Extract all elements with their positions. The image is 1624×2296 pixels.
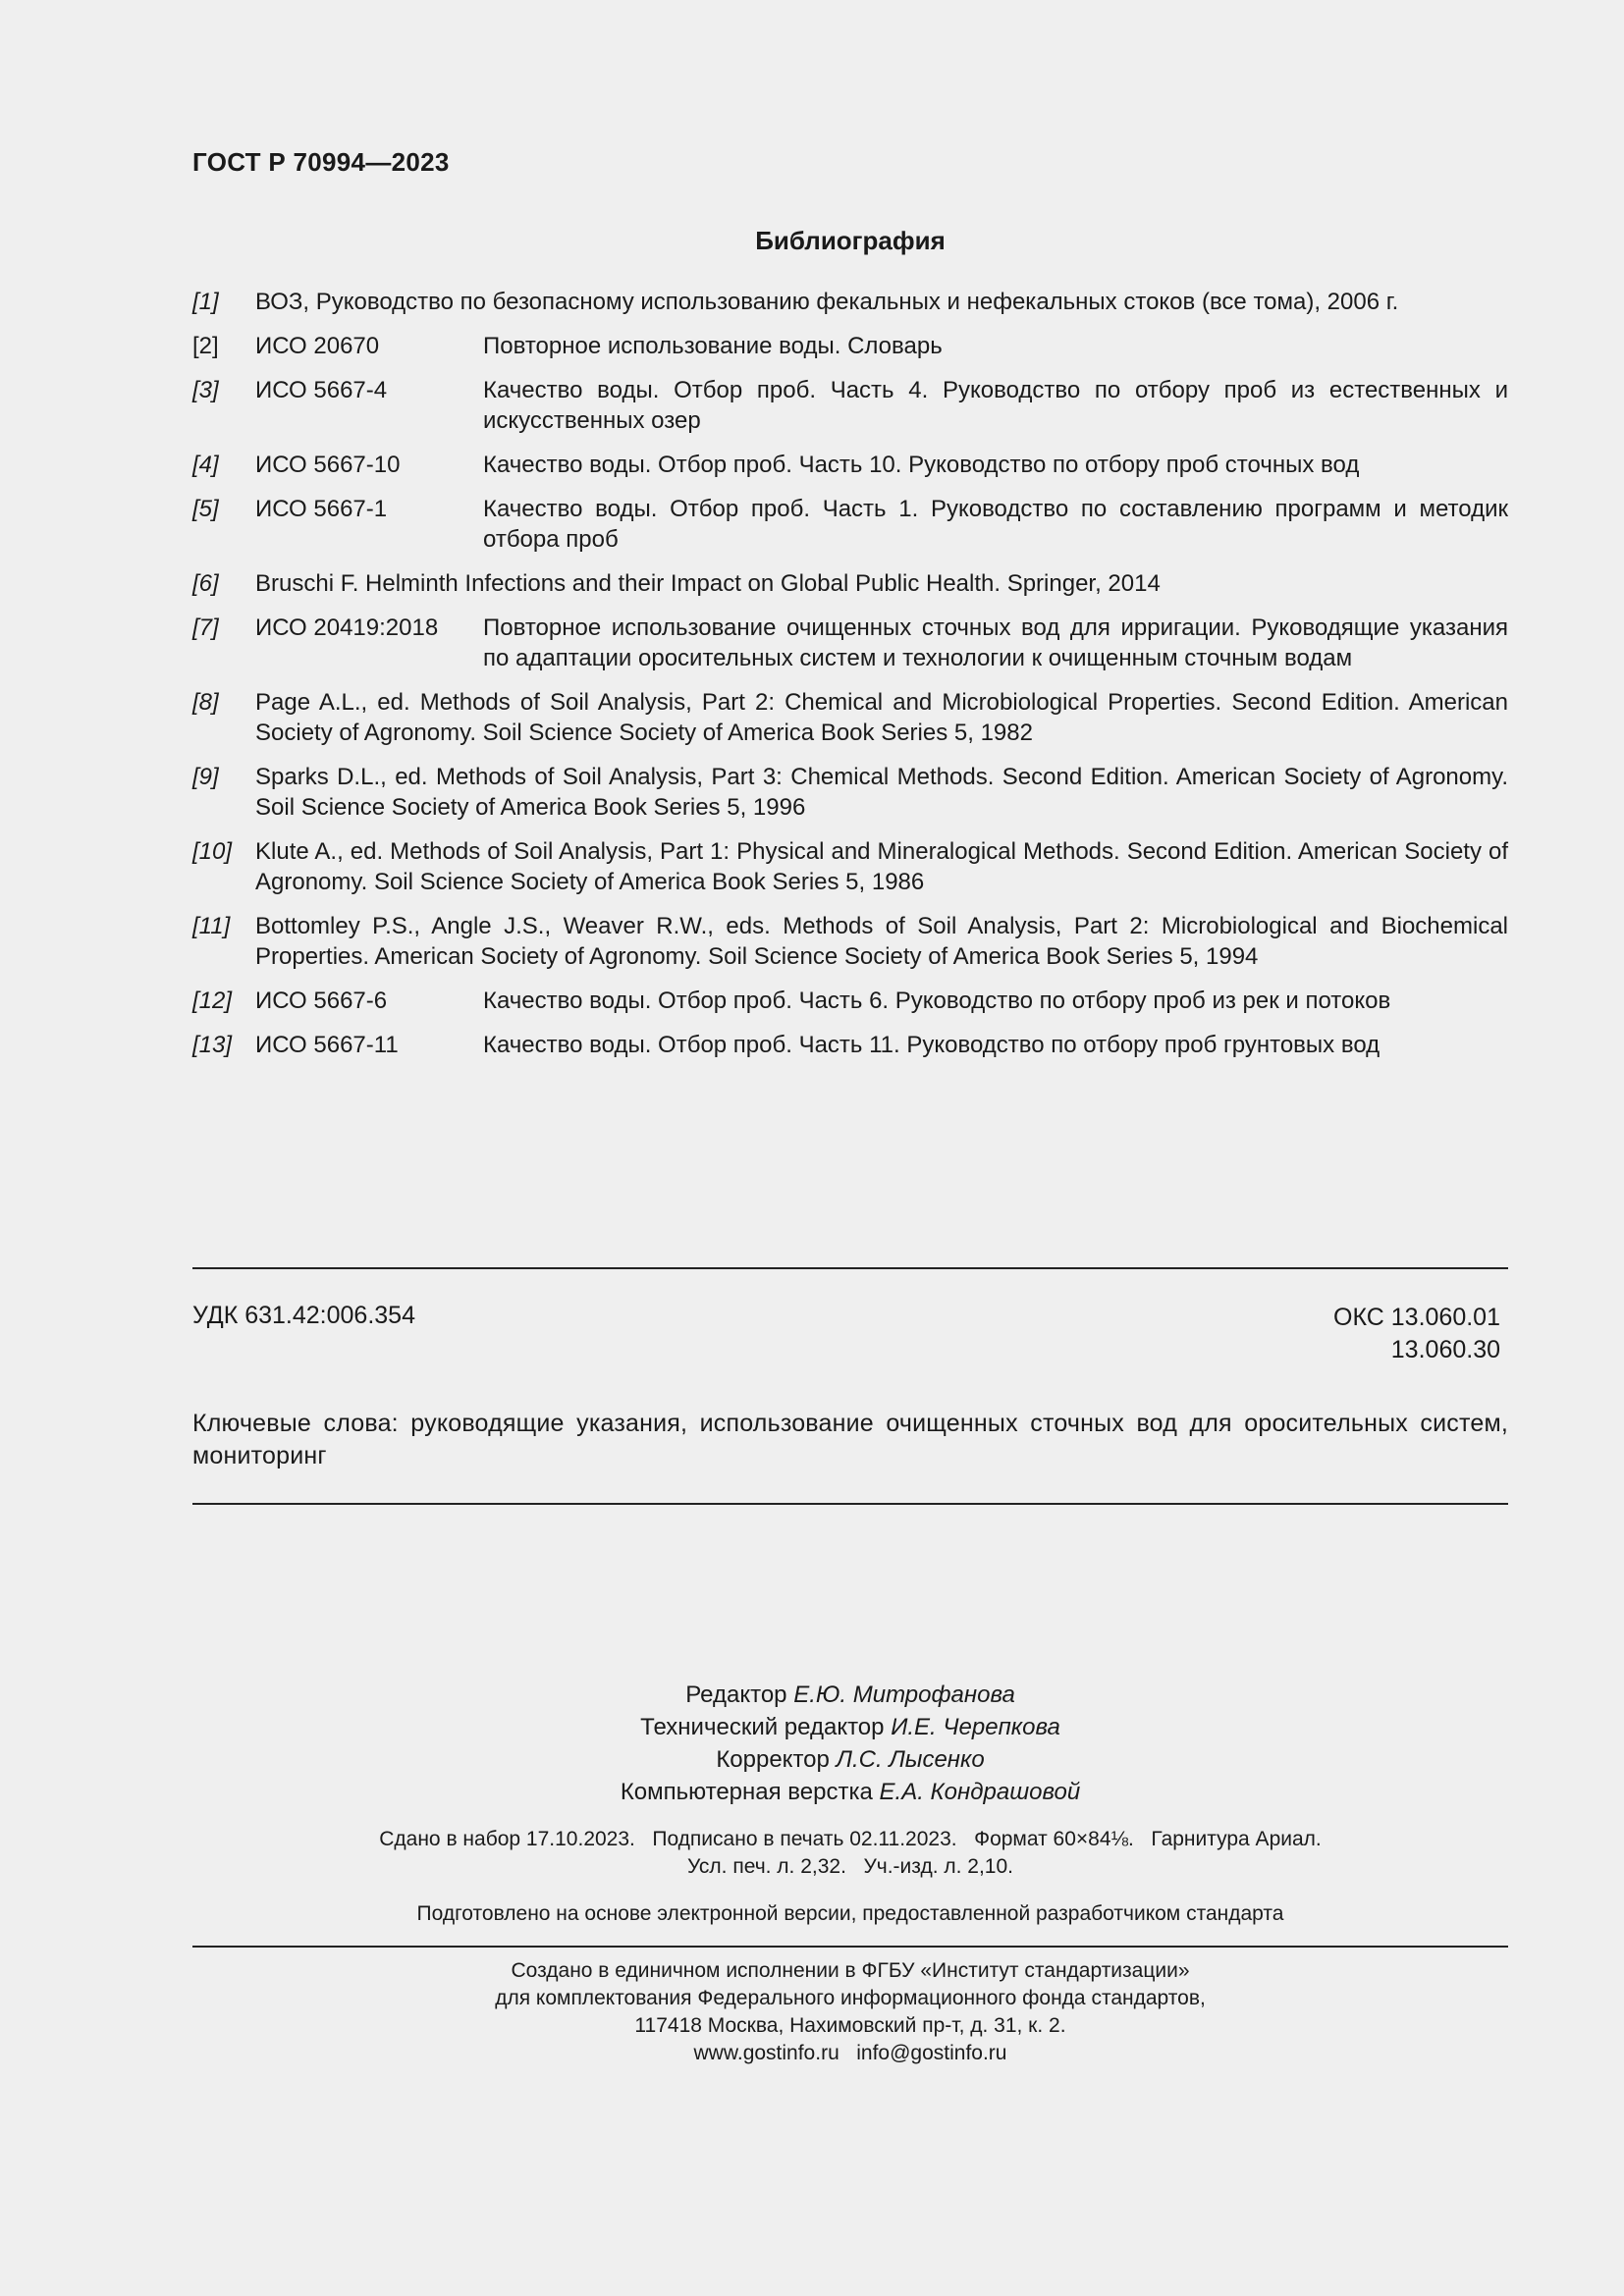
ref-text: Повторное использование очищенных сточных вод для ирригации. Руководящие указания по адаптации оросительных систем и технологии к очищенным сточным водам (483, 614, 1508, 671)
credit-role: Технический редактор (640, 1714, 885, 1740)
credit-role: Компьютерная верстка (620, 1779, 873, 1805)
imprint-line: 117418 Москва, Нахимовский пр-т, д. 31, к. 2. (634, 2014, 1066, 2037)
ref-text: Качество воды. Отбор проб. Часть 10. Руководство по отбору проб сточных вод (483, 452, 1360, 478)
publication-info (192, 1826, 1508, 1881)
ref-code: ИСО 5667-6 (255, 988, 388, 1014)
ref-number: [5] (192, 496, 219, 522)
udk-code: УДК 631.42:006.354 (192, 1302, 415, 1329)
oks-line: 13.060.30 (1390, 1336, 1500, 1363)
ref-text: Page A.L., ed. Methods of Soil Analysis, Part 2: Chemical and Microbiological Properties. Second Edition. American Society of Agronomy. Soil Science Society of America Book Series 5, 1982 (255, 689, 1508, 746)
bibliography-item (192, 613, 1508, 673)
ref-text: Klute A., ed. Methods of Soil Analysis, Part 1: Physical and Mineralogical Methods. Second Edition. American Society of Agronomy. Soil Science Society of America Book Series 5, 1986 (255, 838, 1508, 895)
ref-text: Качество воды. Отбор проб. Часть 1. Руководство по составлению программ и методик отбора проб (483, 496, 1508, 553)
ref-text: ВОЗ, Руководство по безопасному использованию фекальных и нефекальных стоков (все тома), 2006 г. (255, 289, 1399, 315)
document-page (192, 0, 1508, 2296)
credit-line (192, 1743, 1508, 1776)
oks-line: ОКС 13.060.01 (1333, 1304, 1500, 1331)
bibliography-item (192, 687, 1508, 748)
imprint (192, 1957, 1508, 2067)
ref-number: [11] (192, 913, 231, 939)
credit-name: Л.С. Лысенко (836, 1746, 985, 1773)
ref-code: ИСО 5667-11 (255, 1032, 399, 1058)
ref-code: ИСО 5667-1 (255, 496, 388, 522)
bibliography-item (192, 762, 1508, 823)
divider-bottom (192, 1503, 1508, 1505)
ref-code: ИСО 20670 (255, 333, 380, 359)
bibliography-item (192, 986, 1508, 1016)
oks-codes (1333, 1302, 1500, 1366)
ref-text: Bottomley P.S., Angle J.S., Weaver R.W., eds. Methods of Soil Analysis, Part 2: Microbiological and Biochemical Properties. American Society of Agronomy. Soil Science Society of America Book Series 5, 1994 (255, 913, 1508, 970)
ref-code: ИСО 5667-10 (255, 452, 401, 478)
ref-text: Качество воды. Отбор проб. Часть 11. Руководство по отбору проб грунтовых вод (483, 1032, 1380, 1058)
ref-code: ИСО 5667-4 (255, 377, 388, 403)
bibliography-item (192, 911, 1508, 972)
ref-number: [10] (192, 838, 233, 865)
ref-number: [12] (192, 988, 233, 1014)
publication-line: Сдано в набор 17.10.2023. Подписано в печать 02.11.2023. Формат 60×84⅛. Гарнитура Ариал. (379, 1828, 1322, 1850)
credit-name: Е.А. Кондрашовой (879, 1779, 1081, 1805)
credits (192, 1679, 1508, 1808)
ref-number: [13] (192, 1032, 233, 1058)
ref-text: Повторное использование воды. Словарь (483, 333, 943, 359)
prepared-note: Подготовлено на основе электронной версии, предоставленной разработчиком стандарта (416, 1902, 1284, 1925)
bibliography-item (192, 375, 1508, 436)
bibliography-item (192, 836, 1508, 897)
bibliography-title: Библиография (755, 226, 946, 255)
ref-code: ИСО 20419:2018 (255, 614, 439, 641)
ref-number: [6] (192, 570, 219, 597)
keywords: Ключевые слова: руководящие указания, использование очищенных сточных вод для оросительных систем, мониторинг (192, 1410, 1508, 1469)
ref-number: [8] (192, 689, 219, 716)
credit-name: И.Е. Черепкова (891, 1714, 1060, 1740)
ref-text: Bruschi F. Helminth Infections and their Impact on Global Public Health. Springer, 2014 (255, 570, 1161, 597)
ref-text: Качество воды. Отбор проб. Часть 4. Руководство по отбору проб из естественных и искусственных озер (483, 377, 1508, 434)
publication-line: Усл. печ. л. 2,32. Уч.-изд. л. 2,10. (686, 1855, 1013, 1878)
ref-number: [3] (192, 377, 219, 403)
document-code: ГОСТ Р 70994—2023 (192, 147, 450, 177)
bibliography-item (192, 568, 1508, 599)
credit-line (192, 1711, 1508, 1743)
divider-top (192, 1267, 1508, 1269)
ref-number: [4] (192, 452, 219, 478)
bibliography-item (192, 331, 1508, 361)
imprint-line: Создано в единичном исполнении в ФГБУ «Институт стандартизации» (511, 1959, 1190, 1982)
bibliography-item (192, 1030, 1508, 1060)
credit-role: Редактор (685, 1682, 787, 1708)
credit-role: Корректор (716, 1746, 830, 1773)
ref-number: [9] (192, 764, 219, 790)
credit-line (192, 1679, 1508, 1711)
imprint-line: для комплектования Федерального информационного фонда стандартов, (495, 1987, 1206, 2009)
bibliography-item (192, 287, 1508, 317)
ref-text: Sparks D.L., ed. Methods of Soil Analysis, Part 3: Chemical Methods. Second Edition. American Society of Agronomy. Soil Science Society of America Book Series 5, 1996 (255, 764, 1508, 821)
credit-name: Е.Ю. Митрофанова (793, 1682, 1015, 1708)
credit-line (192, 1776, 1508, 1808)
imprint-links: www.gostinfo.ru info@gostinfo.ru (693, 2042, 1007, 2064)
ref-number: [7] (192, 614, 219, 641)
ref-number: [1] (192, 289, 219, 315)
bibliography-item (192, 450, 1508, 480)
ref-number: [2] (192, 333, 219, 359)
bibliography-list (192, 287, 1508, 1074)
bibliography-item (192, 494, 1508, 555)
ref-text: Качество воды. Отбор проб. Часть 6. Руководство по отбору проб из рек и потоков (483, 988, 1391, 1014)
divider-imprint (192, 1946, 1508, 1948)
